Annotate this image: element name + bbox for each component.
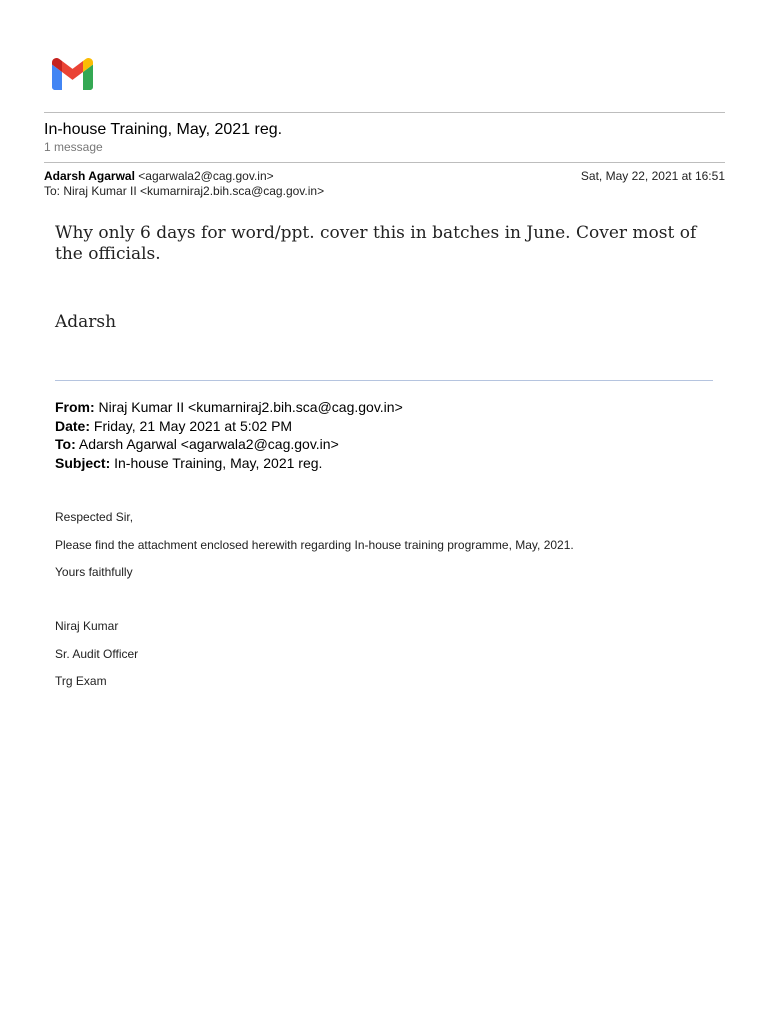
forwarded-signature-title: Sr. Audit Officer <box>55 647 139 661</box>
forwarded-from-label: From: <box>55 399 95 415</box>
forwarded-header <box>55 398 403 472</box>
sender-email: <agarwala2@cag.gov.in> <box>138 169 274 183</box>
forwarded-from-line <box>55 398 403 417</box>
sender-name: Adarsh Agarwal <box>44 169 135 183</box>
email-date: Sat, May 22, 2021 at 16:51 <box>580 169 725 183</box>
forwarded-greeting: Respected Sir, <box>55 510 134 524</box>
forwarded-subject-line <box>55 454 403 473</box>
forwarded-date-line <box>55 417 403 436</box>
forwarded-to-line <box>55 435 403 454</box>
forwarded-subject-value: In-house Training, May, 2021 reg. <box>110 454 323 471</box>
forwarded-signature-department: Trg Exam <box>55 674 107 688</box>
forwarded-subject-label: Subject: <box>55 454 111 471</box>
header-divider <box>44 112 725 113</box>
subject-divider <box>44 162 725 163</box>
forwarded-signature-name: Niraj Kumar <box>55 619 119 633</box>
sender-line <box>44 169 274 183</box>
message-count: 1 message <box>44 140 103 154</box>
email-signature: Adarsh <box>55 312 117 332</box>
forwarded-body: Please find the attachment enclosed herewith regarding In-house training programme, May, 2021. <box>55 538 574 552</box>
recipient-line: To: Niraj Kumar II <kumarniraj2.bih.sca@cag.gov.in> <box>44 184 325 198</box>
forwarded-closing: Yours faithfully <box>55 565 133 579</box>
forwarded-to-label: To: <box>55 436 76 452</box>
forwarded-date-label: Date: <box>55 417 91 434</box>
email-body-text: Why only 6 days for word/ppt. cover this in batches in June. Cover most of the officials. <box>55 223 697 264</box>
gmail-logo-icon <box>52 58 93 90</box>
forwarded-date-value: Friday, 21 May 2021 at 5:02 PM <box>90 417 293 434</box>
forwarded-from-value: Niraj Kumar II <kumarniraj2.bih.sca@cag.gov.in> <box>94 399 403 415</box>
forwarded-divider <box>55 380 713 381</box>
email-subject: In-house Training, May, 2021 reg. <box>44 121 283 138</box>
forwarded-to-value: Adarsh Agarwal <agarwala2@cag.gov.in> <box>75 436 339 452</box>
